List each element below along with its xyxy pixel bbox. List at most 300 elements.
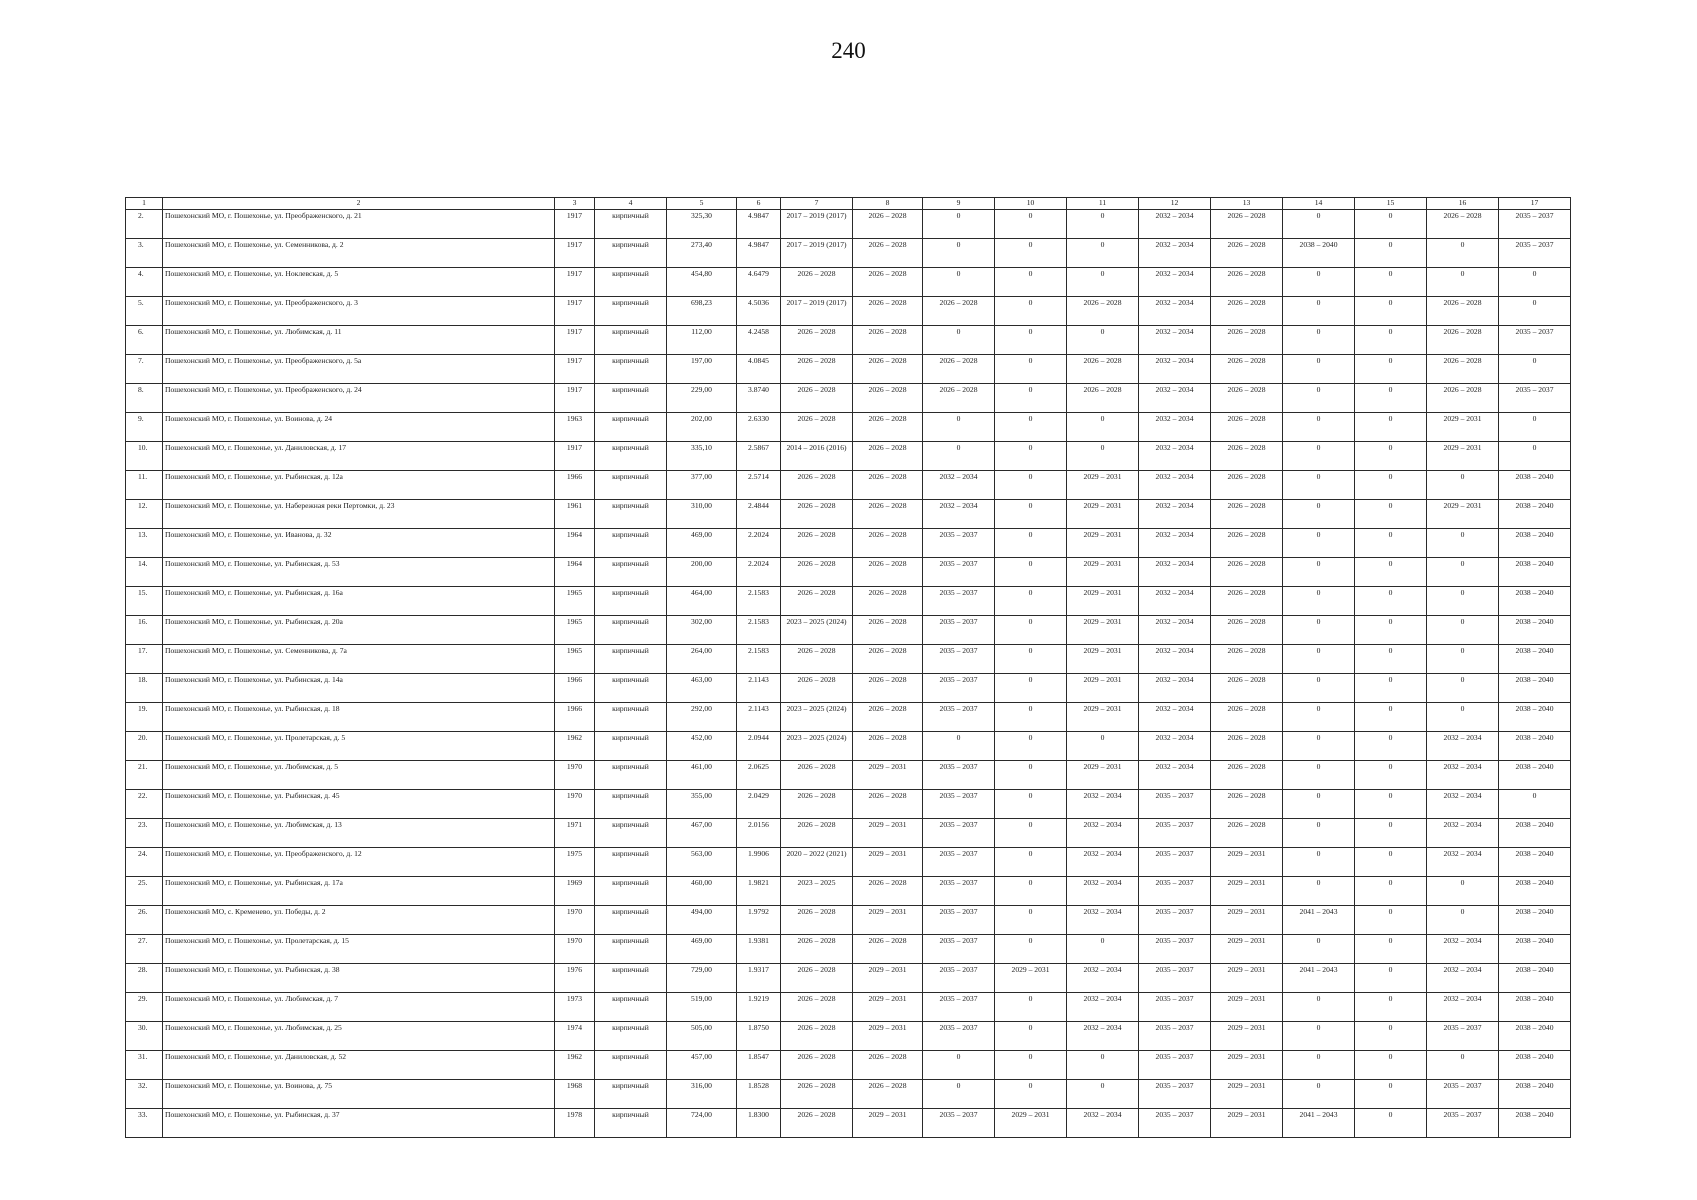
table-cell: 2026 – 2028 [781, 413, 853, 442]
table-cell: 1970 [555, 790, 595, 819]
table-cell: 2032 – 2034 [1139, 645, 1211, 674]
table-cell: Пошехонский МО, г. Пошехонье, ул. Ноклевская, д. 5 [163, 268, 555, 297]
table-cell: 2035 – 2037 [923, 993, 995, 1022]
table-cell: кирпичный [595, 1080, 667, 1109]
table-row [126, 355, 1571, 384]
table-cell: 2032 – 2034 [1067, 877, 1139, 906]
table-cell: 2023 – 2025 [781, 877, 853, 906]
table-cell: 2026 – 2028 [781, 471, 853, 500]
table-cell: 0 [1283, 761, 1355, 790]
table-cell: 2032 – 2034 [1139, 471, 1211, 500]
table-row [126, 674, 1571, 703]
table-cell: 0 [1499, 268, 1571, 297]
table-cell: Пошехонский МО, г. Пошехонье, ул. Любимская, д. 5 [163, 761, 555, 790]
table-cell: 2026 – 2028 [781, 355, 853, 384]
table-cell: 2026 – 2028 [1211, 558, 1283, 587]
table-cell: 0 [995, 268, 1067, 297]
table-row [126, 239, 1571, 268]
table-cell: Пошехонский МО, г. Пошехонье, ул. Набережная реки Пертомки, д. 23 [163, 500, 555, 529]
table-cell: 1917 [555, 384, 595, 413]
table-cell: 2032 – 2034 [1139, 268, 1211, 297]
table-cell: 2029 – 2031 [1067, 645, 1139, 674]
table-cell: 2032 – 2034 [1067, 906, 1139, 935]
table-cell: Пошехонский МО, г. Пошехонье, ул. Рыбинская, д. 20а [163, 616, 555, 645]
table-cell: 2032 – 2034 [1139, 674, 1211, 703]
table-cell: 2026 – 2028 [781, 790, 853, 819]
table-cell: 4. [126, 268, 163, 297]
table-cell: 2.0625 [737, 761, 781, 790]
column-number-2: 2 [163, 198, 555, 210]
table-cell: кирпичный [595, 442, 667, 471]
page-number: 240 [831, 38, 866, 63]
table-cell: Пошехонский МО, г. Пошехонье, ул. Любимская, д. 11 [163, 326, 555, 355]
table-cell: 0 [1283, 674, 1355, 703]
table-cell: 2.0944 [737, 732, 781, 761]
table-cell: 2.1143 [737, 674, 781, 703]
table-cell: 2035 – 2037 [1427, 1080, 1499, 1109]
table-cell: 0 [1283, 877, 1355, 906]
table-cell: 0 [1283, 384, 1355, 413]
table-cell: 505,00 [667, 1022, 737, 1051]
table-cell: 2032 – 2034 [1427, 819, 1499, 848]
table-cell: 2032 – 2034 [1067, 819, 1139, 848]
table-cell: 2029 – 2031 [853, 848, 923, 877]
table-cell: 0 [1427, 529, 1499, 558]
table-cell: 0 [1067, 210, 1139, 239]
table-cell: 2032 – 2034 [1067, 790, 1139, 819]
table-cell: 2032 – 2034 [1139, 703, 1211, 732]
table-cell: 2.6330 [737, 413, 781, 442]
table-cell: 2032 – 2034 [1427, 790, 1499, 819]
table-cell: 2029 – 2031 [995, 1109, 1067, 1138]
table-cell: 2035 – 2037 [1139, 1109, 1211, 1138]
table-cell: 2026 – 2028 [781, 384, 853, 413]
table-cell: 302,00 [667, 616, 737, 645]
table-cell: 2035 – 2037 [1139, 964, 1211, 993]
table-cell: 2035 – 2037 [1139, 993, 1211, 1022]
table-cell: кирпичный [595, 848, 667, 877]
table-cell: 2029 – 2031 [853, 906, 923, 935]
table-cell: 2026 – 2028 [781, 761, 853, 790]
table-cell: кирпичный [595, 210, 667, 239]
table-cell: кирпичный [595, 790, 667, 819]
table-cell: Пошехонский МО, г. Пошехонье, ул. Рыбинская, д. 17а [163, 877, 555, 906]
housing-register-table [125, 197, 1571, 1138]
table-cell: 0 [1427, 906, 1499, 935]
table-cell: 2035 – 2037 [923, 703, 995, 732]
table-cell: 2032 – 2034 [1139, 297, 1211, 326]
table-cell: 2032 – 2034 [1139, 558, 1211, 587]
table-cell: 0 [1355, 413, 1427, 442]
table-cell: кирпичный [595, 819, 667, 848]
table-cell: 2032 – 2034 [1067, 1109, 1139, 1138]
table-cell: 2038 – 2040 [1499, 993, 1571, 1022]
table-cell: 2035 – 2037 [1139, 877, 1211, 906]
table-cell: 519,00 [667, 993, 737, 1022]
table-cell: 2032 – 2034 [1427, 935, 1499, 964]
table-cell: 2029 – 2031 [853, 964, 923, 993]
table-cell: 0 [1355, 326, 1427, 355]
table-cell: 1917 [555, 268, 595, 297]
table-cell: 2.1583 [737, 616, 781, 645]
table-cell: 2029 – 2031 [1067, 616, 1139, 645]
table-cell: 2035 – 2037 [923, 848, 995, 877]
table-cell: кирпичный [595, 935, 667, 964]
table-cell: 0 [1067, 239, 1139, 268]
table-cell: 1965 [555, 616, 595, 645]
table-row [126, 1022, 1571, 1051]
table-row [126, 848, 1571, 877]
table-cell: 1975 [555, 848, 595, 877]
table-cell: 2032 – 2034 [1139, 732, 1211, 761]
table-cell: 2029 – 2031 [1067, 529, 1139, 558]
table-cell: кирпичный [595, 703, 667, 732]
table-cell: кирпичный [595, 239, 667, 268]
table-cell: 2.5867 [737, 442, 781, 471]
table-cell: 0 [995, 413, 1067, 442]
table-cell: 563,00 [667, 848, 737, 877]
table-cell: 30. [126, 1022, 163, 1051]
table-cell: 2026 – 2028 [781, 268, 853, 297]
table-cell: 0 [923, 413, 995, 442]
table-cell: кирпичный [595, 587, 667, 616]
table-cell: 10. [126, 442, 163, 471]
table-cell: 460,00 [667, 877, 737, 906]
table-cell: 2029 – 2031 [1211, 1022, 1283, 1051]
table-cell: 0 [1355, 1022, 1427, 1051]
table-cell: 2038 – 2040 [1499, 906, 1571, 935]
table-cell: 0 [1355, 877, 1427, 906]
table-cell: 0 [1355, 616, 1427, 645]
column-number-row [126, 198, 1571, 210]
table-row [126, 558, 1571, 587]
table-cell: 2026 – 2028 [781, 587, 853, 616]
table-row [126, 529, 1571, 558]
table-cell: 2026 – 2028 [781, 529, 853, 558]
table-cell: 2026 – 2028 [853, 297, 923, 326]
table-cell: 23. [126, 819, 163, 848]
table-cell: 0 [1355, 964, 1427, 993]
table-cell: 2035 – 2037 [923, 529, 995, 558]
table-cell: 2029 – 2031 [1067, 674, 1139, 703]
table-cell: 2026 – 2028 [1427, 297, 1499, 326]
table-cell: 2026 – 2028 [1211, 703, 1283, 732]
table-cell: 0 [1427, 616, 1499, 645]
table-cell: Пошехонский МО, г. Пошехонье, ул. Любимская, д. 25 [163, 1022, 555, 1051]
table-cell: 2026 – 2028 [781, 1022, 853, 1051]
table-cell: 2023 – 2025 (2024) [781, 732, 853, 761]
table-cell: 2026 – 2028 [853, 1051, 923, 1080]
table-cell: 4.9847 [737, 239, 781, 268]
table-cell: Пошехонский МО, с. Кременево, ул. Победы, д. 2 [163, 906, 555, 935]
table-cell: 0 [995, 1022, 1067, 1051]
table-row [126, 1080, 1571, 1109]
table-cell: 2029 – 2031 [1211, 964, 1283, 993]
table-cell: 2026 – 2028 [781, 906, 853, 935]
table-cell: 2026 – 2028 [1211, 529, 1283, 558]
table-cell: 2.1583 [737, 645, 781, 674]
table-cell: 0 [1355, 239, 1427, 268]
table-cell: 0 [1067, 1080, 1139, 1109]
table-row [126, 935, 1571, 964]
table-cell: 15. [126, 587, 163, 616]
table-cell: 2026 – 2028 [1427, 210, 1499, 239]
table-row [126, 413, 1571, 442]
table-row [126, 587, 1571, 616]
table-cell: 2035 – 2037 [923, 616, 995, 645]
table-cell: 0 [1427, 587, 1499, 616]
table-cell: 1917 [555, 442, 595, 471]
table-cell: 2038 – 2040 [1499, 1022, 1571, 1051]
table-cell: 2038 – 2040 [1499, 587, 1571, 616]
table-cell: 1973 [555, 993, 595, 1022]
table-cell: 2032 – 2034 [1427, 993, 1499, 1022]
column-number-14: 14 [1283, 198, 1355, 210]
table-cell: 0 [1355, 500, 1427, 529]
table-cell: 2026 – 2028 [853, 384, 923, 413]
table-cell: 2035 – 2037 [1499, 326, 1571, 355]
table-cell: 2026 – 2028 [1427, 355, 1499, 384]
table-cell: 2029 – 2031 [995, 964, 1067, 993]
table-cell: Пошехонский МО, г. Пошехонье, ул. Даниловская, д. 52 [163, 1051, 555, 1080]
table-row [126, 471, 1571, 500]
table-cell: 464,00 [667, 587, 737, 616]
table-cell: 2.0429 [737, 790, 781, 819]
table-cell: 1917 [555, 210, 595, 239]
table-cell: 2032 – 2034 [1139, 529, 1211, 558]
table-cell: 1970 [555, 906, 595, 935]
table-cell: 2020 – 2022 (2021) [781, 848, 853, 877]
table-cell: 0 [1355, 1080, 1427, 1109]
table-body [126, 210, 1571, 1138]
table-cell: 2035 – 2037 [1139, 819, 1211, 848]
table-cell: Пошехонский МО, г. Пошехонье, ул. Рыбинская, д. 12а [163, 471, 555, 500]
table-cell: 2026 – 2028 [1211, 413, 1283, 442]
table-cell: 377,00 [667, 471, 737, 500]
table-cell: Пошехонский МО, г. Пошехонье, ул. Рыбинская, д. 14а [163, 674, 555, 703]
table-cell: Пошехонский МО, г. Пошехонье, ул. Любимская, д. 7 [163, 993, 555, 1022]
table-cell: 0 [923, 326, 995, 355]
table-cell: Пошехонский МО, г. Пошехонье, ул. Семенникова, д. 2 [163, 239, 555, 268]
column-number-16: 16 [1427, 198, 1499, 210]
table-cell: 2038 – 2040 [1499, 471, 1571, 500]
table-cell: 0 [1355, 471, 1427, 500]
table-cell: 0 [1427, 674, 1499, 703]
table-cell: 2026 – 2028 [853, 210, 923, 239]
table-row [126, 297, 1571, 326]
table-cell: 0 [1355, 1109, 1427, 1138]
table-cell: 461,00 [667, 761, 737, 790]
table-cell: кирпичный [595, 616, 667, 645]
table-cell: 0 [1283, 1022, 1355, 1051]
table-cell: 1.8528 [737, 1080, 781, 1109]
table-cell: 0 [995, 1051, 1067, 1080]
column-number-10: 10 [995, 198, 1067, 210]
table-cell: 2038 – 2040 [1499, 500, 1571, 529]
table-cell: 2038 – 2040 [1499, 877, 1571, 906]
table-row [126, 500, 1571, 529]
table-cell: 2032 – 2034 [1139, 587, 1211, 616]
table-cell: 2029 – 2031 [1067, 558, 1139, 587]
table-cell: Пошехонский МО, г. Пошехонье, ул. Рыбинская, д. 37 [163, 1109, 555, 1138]
table-cell: кирпичный [595, 1022, 667, 1051]
table-cell: 1966 [555, 674, 595, 703]
table-cell: 2035 – 2037 [923, 645, 995, 674]
table-cell: 2.4844 [737, 500, 781, 529]
table-cell: 0 [1427, 558, 1499, 587]
table-cell: 0 [1355, 761, 1427, 790]
table-row [126, 1109, 1571, 1138]
table-cell: 0 [1283, 500, 1355, 529]
table-cell: 0 [995, 993, 1067, 1022]
table-cell: 0 [1427, 268, 1499, 297]
table-cell: 2026 – 2028 [853, 732, 923, 761]
table-cell: 1.9906 [737, 848, 781, 877]
table-cell: 8. [126, 384, 163, 413]
table-cell: 0 [1355, 732, 1427, 761]
table-cell: 316,00 [667, 1080, 737, 1109]
table-cell: 0 [1283, 529, 1355, 558]
table-cell: 2026 – 2028 [853, 616, 923, 645]
table-cell: 2035 – 2037 [1139, 790, 1211, 819]
table-cell: 6. [126, 326, 163, 355]
table-cell: 4.5036 [737, 297, 781, 326]
table-cell: 0 [1499, 413, 1571, 442]
column-number-8: 8 [853, 198, 923, 210]
table-cell: кирпичный [595, 877, 667, 906]
column-number-5: 5 [667, 198, 737, 210]
table-cell: 0 [923, 210, 995, 239]
table-cell: 2041 – 2043 [1283, 964, 1355, 993]
table-cell: 2032 – 2034 [1139, 413, 1211, 442]
table-cell: кирпичный [595, 326, 667, 355]
table-cell: 2035 – 2037 [923, 790, 995, 819]
table-cell: 2035 – 2037 [923, 1109, 995, 1138]
table-cell: 2026 – 2028 [923, 355, 995, 384]
table-cell: 0 [995, 529, 1067, 558]
table-cell: 2023 – 2025 (2024) [781, 616, 853, 645]
table-cell: 2026 – 2028 [1427, 384, 1499, 413]
table-cell: 0 [995, 384, 1067, 413]
table-cell: 2029 – 2031 [1211, 1080, 1283, 1109]
table-cell: 17. [126, 645, 163, 674]
table-cell: 2026 – 2028 [781, 326, 853, 355]
table-cell: 2029 – 2031 [853, 993, 923, 1022]
table-cell: 2026 – 2028 [853, 500, 923, 529]
table-cell: 229,00 [667, 384, 737, 413]
table-cell: 1961 [555, 500, 595, 529]
table-cell: 0 [923, 239, 995, 268]
table-cell: 2035 – 2037 [923, 906, 995, 935]
table-row [126, 732, 1571, 761]
table-cell: Пошехонский МО, г. Пошехонье, ул. Пролетарская, д. 5 [163, 732, 555, 761]
table-cell: 457,00 [667, 1051, 737, 1080]
table-cell: 2032 – 2034 [1139, 210, 1211, 239]
table-cell: 2026 – 2028 [853, 674, 923, 703]
table-cell: 2029 – 2031 [1067, 761, 1139, 790]
table-cell: кирпичный [595, 645, 667, 674]
table-cell: 2038 – 2040 [1499, 1051, 1571, 1080]
table-cell: 0 [995, 761, 1067, 790]
table-cell: 0 [1283, 297, 1355, 326]
table-cell: 0 [1283, 790, 1355, 819]
table-cell: 2026 – 2028 [1211, 326, 1283, 355]
table-cell: кирпичный [595, 674, 667, 703]
table-cell: 2035 – 2037 [923, 819, 995, 848]
table-cell: Пошехонский МО, г. Пошехонье, ул. Семенникова, д. 7а [163, 645, 555, 674]
table-cell: 2029 – 2031 [1427, 442, 1499, 471]
table-cell: 2029 – 2031 [1211, 906, 1283, 935]
table-cell: 2038 – 2040 [1283, 239, 1355, 268]
table-cell: 2026 – 2028 [1211, 210, 1283, 239]
table-cell: 2026 – 2028 [853, 529, 923, 558]
table-cell: 1.9792 [737, 906, 781, 935]
table-cell: 2026 – 2028 [1211, 587, 1283, 616]
table-cell: 1.9317 [737, 964, 781, 993]
table-cell: 0 [995, 674, 1067, 703]
table-cell: 1969 [555, 877, 595, 906]
table-cell: кирпичный [595, 964, 667, 993]
table-cell: 2017 – 2019 (2017) [781, 297, 853, 326]
table-cell: Пошехонский МО, г. Пошехонье, ул. Воинова, д. 24 [163, 413, 555, 442]
table-cell: 2026 – 2028 [853, 1080, 923, 1109]
table-cell: 2032 – 2034 [923, 471, 995, 500]
table-cell: 2035 – 2037 [923, 964, 995, 993]
table-row [126, 877, 1571, 906]
table-cell: 11. [126, 471, 163, 500]
table-cell: 1974 [555, 1022, 595, 1051]
table-cell: 0 [1283, 645, 1355, 674]
table-cell: кирпичный [595, 297, 667, 326]
table-cell: 2038 – 2040 [1499, 732, 1571, 761]
table-cell: кирпичный [595, 355, 667, 384]
table-cell: кирпичный [595, 268, 667, 297]
table-cell: 0 [995, 297, 1067, 326]
table-cell: Пошехонский МО, г. Пошехонье, ул. Рыбинская, д. 45 [163, 790, 555, 819]
table-row [126, 268, 1571, 297]
table-cell: 33. [126, 1109, 163, 1138]
table-cell: 2032 – 2034 [1427, 848, 1499, 877]
table-cell: 0 [1499, 442, 1571, 471]
table-cell: 2026 – 2028 [853, 442, 923, 471]
table-cell: 0 [995, 645, 1067, 674]
table-cell: 0 [1067, 413, 1139, 442]
table-cell: 0 [1283, 703, 1355, 732]
table-cell: 1.8547 [737, 1051, 781, 1080]
table-cell: 0 [1283, 1051, 1355, 1080]
table-cell: 18. [126, 674, 163, 703]
table-cell: 2032 – 2034 [1139, 442, 1211, 471]
table-cell: 2029 – 2031 [1211, 1051, 1283, 1080]
table-cell: 2026 – 2028 [781, 500, 853, 529]
table-cell: 2029 – 2031 [1067, 471, 1139, 500]
table-cell: 0 [995, 442, 1067, 471]
table-cell: 1.9821 [737, 877, 781, 906]
table-cell: 0 [1355, 819, 1427, 848]
table-cell: 0 [1283, 1080, 1355, 1109]
table-cell: Пошехонский МО, г. Пошехонье, ул. Иванова, д. 32 [163, 529, 555, 558]
table-cell: 2035 – 2037 [923, 1022, 995, 1051]
table-cell: 2029 – 2031 [1211, 993, 1283, 1022]
table-cell: 0 [1283, 210, 1355, 239]
table-cell: 0 [995, 732, 1067, 761]
table-cell: 463,00 [667, 674, 737, 703]
table-cell: 4.0845 [737, 355, 781, 384]
table-cell: 2026 – 2028 [781, 1080, 853, 1109]
table-row [126, 703, 1571, 732]
table-cell: кирпичный [595, 384, 667, 413]
table-cell: Пошехонский МО, г. Пошехонье, ул. Рыбинская, д. 38 [163, 964, 555, 993]
